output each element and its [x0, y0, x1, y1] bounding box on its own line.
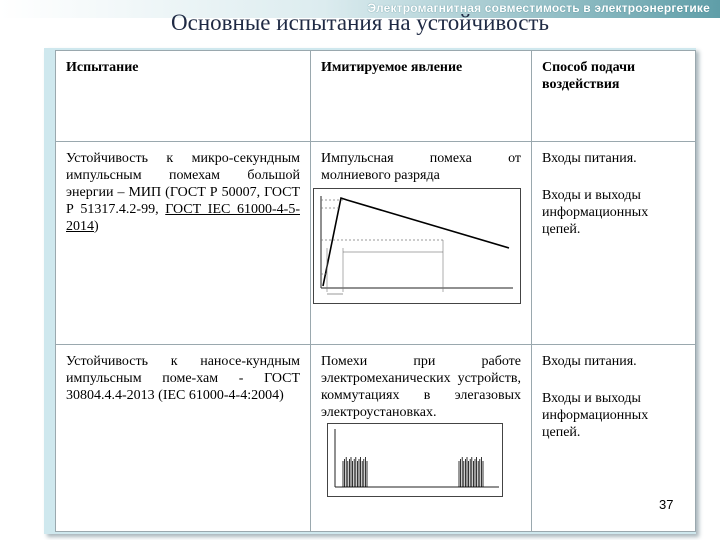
cell-method — [532, 142, 696, 345]
table-header-row — [56, 51, 696, 142]
cell-test: Устойчивость к наносе-кундным импульсным поме-хам - ГОСТ 30804.4.4-2013 (IEC 61000-4-4:2004) — [56, 345, 311, 532]
phenomenon-text: Импульсная помеха от молниевого разряда — [321, 151, 521, 183]
method-power: Входы питания. — [542, 354, 637, 369]
header-phenomenon: Имитируемое явление — [311, 51, 532, 142]
test-text-end: ) — [94, 219, 99, 234]
slide-title: Основные испытания на устойчивость — [171, 10, 549, 35]
burst-waveform — [327, 423, 503, 497]
table-row — [56, 345, 696, 532]
phenomenon-text: Помехи при работе электромеханических устройств, коммутациях в элегазовых электроустановках. — [321, 354, 521, 420]
tests-table — [55, 50, 696, 532]
method-info-circuits: Входы и выходы информационных цепей. — [542, 188, 649, 237]
cell-phenomenon — [311, 345, 532, 532]
banner-text: Электромагнитная совместимость в электроэнергетике — [367, 1, 710, 15]
lightning-impulse-waveform — [313, 188, 521, 304]
method-power: Входы питания. — [542, 151, 637, 166]
waveform-frame — [314, 189, 521, 304]
test-standard-underlined: ГОСТ IEC 61000-4-5-2014 — [66, 202, 300, 234]
table-row — [56, 142, 696, 345]
method-info-circuits: Входы и выходы информационных цепей. — [542, 391, 649, 440]
cell-phenomenon — [311, 142, 532, 345]
header-test: Испытание — [56, 51, 311, 142]
cell-test — [56, 142, 311, 345]
page-number: 37 — [659, 497, 674, 512]
test-text: Устойчивость к микро-секундным импульсным помехам большой энергии – МИП (ГОСТ Р 50007, ГОСТ Р 51317.4.2-99, — [66, 151, 300, 217]
header-method: Способ подачи воздействия — [532, 51, 696, 142]
